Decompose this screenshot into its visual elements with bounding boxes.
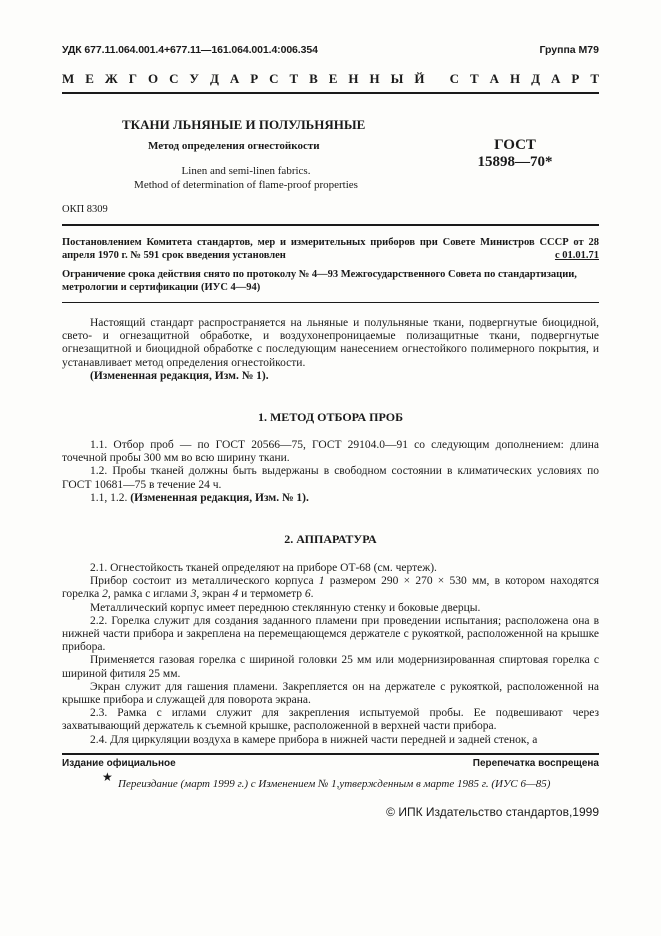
clause-1-amend-prefix: 1.1, 1.2. [90,491,128,504]
footer-rule [62,753,599,755]
banner-letter: Й [414,71,425,86]
clause-1-amend-note: (Измененная редакция, Изм. № 1). [130,491,309,504]
clause-1-2: 1.2. Пробы тканей должны быть выдержаны в свободном состоянии в климатических условиях по ГОСТ 10681—75 в течение 24 ч. [62,465,599,491]
intro-amend: (Измененная редакция, Изм. № 1). [90,369,269,382]
banner-gap [435,71,438,87]
limitation-rule [62,302,599,303]
clause-1-1: 1.1. Отбор проб — по ГОСТ 20566—75, ГОСТ 29104.0—91 со следующим дополнением: длина точечной пробы 300 мм во всю ширину ткани. [62,439,599,465]
banner-letter: М [62,71,75,86]
intro-paragraph [62,317,599,383]
clause-2-1-body: Металлический корпус имеет переднюю стеклянную стенку и боковые дверцы. [90,601,481,614]
banner-letter: Н [348,71,359,86]
banner-letter: С [449,71,460,86]
english-title-line2: Method of determination of flame-proof properties [134,179,358,191]
banner-letter: А [229,71,240,86]
banner-letter: С [269,71,279,86]
banner-letter: А [489,71,500,86]
gost-designation [470,137,560,171]
reissue-note: Переиздание (март 1999 г.) с Изменением № 1,утвержденным в марте 1985 г. (ИУС 6—85) [118,778,551,790]
official-edition: Издание официальное [62,758,176,769]
banner-letter: А [551,71,561,86]
banner-letter: С [169,71,179,86]
gost-label: ГОСТ [494,137,536,153]
banner-letter: Ж [104,71,118,86]
banner-letter: Д [209,71,219,86]
decree-date: с 01.01.71 [554,250,599,261]
banner-rule [62,92,599,94]
reprint-prohibited: Перепечатка воспрещена [472,758,599,769]
banner-letter: У [189,71,199,86]
english-title [122,164,370,192]
banner-letter: В [309,71,318,86]
standard-banner [62,71,599,87]
clause-2-4: 2.4. Для циркуляции воздуха в камере прибора в нижней части передней и задней стенок, а [90,733,538,746]
banner-letter: Т [470,71,479,86]
decree-text [62,237,599,262]
group-code: Группа М79 [539,44,599,56]
clause-2-3: 2.3. Рамка с иглами служит для закрепления испытуемой пробы. Ее подвешивают через захватывающий держатель к съемной крышке, расположенной в верхней части прибора. [62,707,599,733]
clause-2-2-burner: Применяется газовая горелка с шириной головки 25 мм или модернизированная спиртовая горелка с шириной фитиля 25 мм. [62,654,599,680]
clause-2-1: 2.1. Огнестойкость тканей определяют на приборе ОТ-68 (см. чертеж). [90,562,437,574]
section-heading-apparatus: 2. АППАРАТУРА [284,532,377,546]
banner-letter: Е [85,71,94,86]
section1-body [62,439,599,505]
banner-letter: Д [531,71,541,86]
banner-letter: Н [369,71,380,86]
banner-letter: Е [328,71,338,86]
section2-body [62,562,599,747]
banner-letter: Т [289,71,299,86]
document-title: ТКАНИ ЛЬНЯНЫЕ И ПОЛУЛЬНЯНЫЕ [122,117,366,132]
banner-letter: Ы [390,71,404,86]
banner-letter: Т [590,71,599,86]
clause-2-2-screen: Экран служит для гашения пламени. Закрепляется он на держателе с рукояткой, расположенной на крышке прибора и служащей для поворота экрана. [62,680,599,707]
limitation-note: Ограничение срока действия снято по протоколу № 4—93 Межгосударственного Совета по стандартизации, метрологии и сертификации (ИУС 4—94) [62,269,577,293]
clause-2-1-device: Прибор состоит из металлического корпуса 1 размером 290 × 270 × 530 мм, в котором находятся горелка 2, рамка с иглами 3, экран 4 и термометр 6. [62,575,599,601]
title-rule [62,224,599,226]
banner-letter: О [147,71,159,86]
banner-letter: Н [510,71,521,86]
banner-letter: Р [571,71,580,86]
decree-body: Постановлением Комитета стандартов, мер и измерительных приборов при Совете Министров СССР от 28 апреля 1970 г. № 591 срок введения установлен [62,237,599,261]
clause-2-2: 2.2. Горелка служит для создания заданного пламени при проведении испытания; расположена она в нижней части прибора и закреплена на перемещающемся держателе с рукояткой, расположенной на крышке прибора. [62,614,599,654]
gost-number: 15898—70* [477,154,553,170]
star-icon: ★ [102,770,113,784]
clause-1-amend [62,492,599,505]
intro-text: Настоящий стандарт распространяется на льняные и полульняные ткани, подвергнутые биоцидной, свето- и огнезащитной обработке, и воздухонепроницаемые полизащитные ткани, подвергнутые огнезащитной и биоцидной обработке с последующим нанесением огнестойкого полимерного покрытия, и устанавливает метод определения огнестойкости. [62,317,599,369]
copyright: © ИПК Издательство стандартов,1999 [386,805,599,819]
udk-code: УДК 677.11.064.001.4+677.11—161.064.001.4:006.354 [62,44,318,56]
banner-letter: Г [128,71,137,86]
okp-code: ОКП 8309 [62,204,108,215]
document-subtitle: Метод определения огнестойкости [148,140,320,152]
banner-letter: Р [250,71,259,86]
english-title-line1: Linen and semi-linen fabrics. [181,165,311,177]
section-heading-sampling: 1. МЕТОД ОТБОРА ПРОБ [257,410,403,424]
